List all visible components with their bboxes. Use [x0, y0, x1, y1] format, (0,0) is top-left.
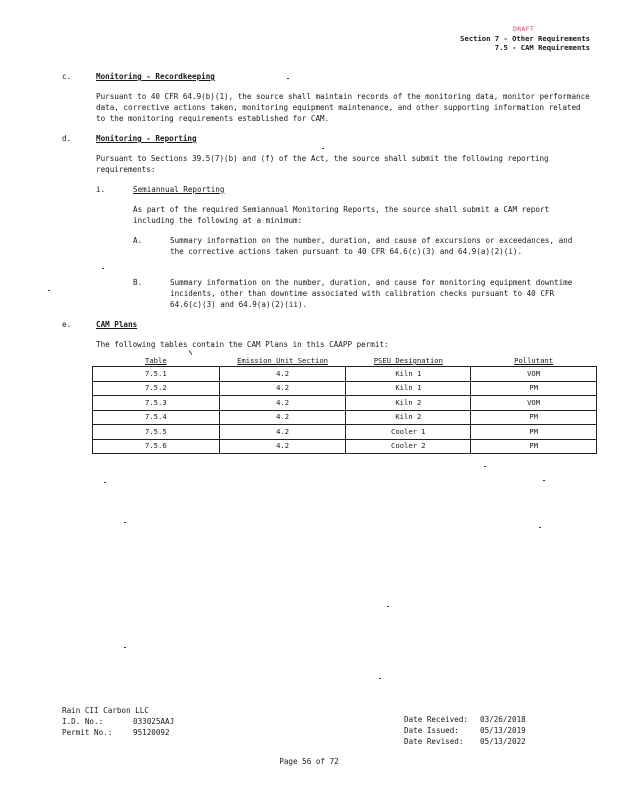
table-cell: 7.5.1 [93, 367, 220, 382]
cam-plans-intro: The following tables contain the CAM Plans in this CAAPP permit: [96, 340, 389, 349]
table-cell: 4.2 [219, 410, 346, 425]
table-cell: PM [471, 410, 597, 425]
table-header-row [93, 356, 597, 367]
scan-speck [322, 148, 324, 149]
table-cell: 7.5.3 [93, 396, 220, 411]
scan-speck [379, 678, 381, 679]
table-cell: Cooler 2 [346, 439, 471, 454]
item-d-letter: d. [62, 134, 72, 143]
scan-speck [539, 527, 541, 528]
table-cell: PM [471, 425, 597, 440]
semiannual-number: i. [96, 185, 106, 194]
table-row [93, 367, 597, 382]
scan-speck [104, 482, 106, 483]
table-row [93, 410, 597, 425]
scan-speck [543, 480, 545, 481]
column-header-pollutant: Pollutant [514, 356, 554, 365]
subitem-b-text: Summary information on the number, duration, and cause for monitoring equipment downtime incidents, other than downtime associated with calibration checks pursuant to 40 CFR 64.6(c)(3) and 64.9(a)(2)(ii). [170, 278, 573, 309]
table-cell: 4.2 [219, 381, 346, 396]
scan-speck [102, 268, 104, 269]
table-cell: Cooler 1 [346, 425, 471, 440]
footer-permit-value: 95120092 [133, 728, 170, 737]
table-cell: PM [471, 381, 597, 396]
footer-permit-label: Permit No.: [62, 728, 113, 737]
column-header-emission-unit: Emission Unit Section [237, 356, 328, 365]
table-cell: 4.2 [219, 439, 346, 454]
scan-mark [189, 350, 193, 355]
semiannual-heading: Semiannual Reporting [133, 185, 225, 194]
subsection-header: 7.5 - CAM Requirements [494, 43, 590, 52]
footer-received-value: 03/26/2018 [480, 715, 526, 724]
scan-speck [48, 290, 50, 291]
table-row [93, 425, 597, 440]
table-cell: VOM [471, 367, 597, 382]
item-d-body: Pursuant to Sections 39.5(7)(b) and (f) of the Act, the source shall submit the following reporting requirements: [96, 154, 549, 174]
scan-speck [287, 78, 289, 79]
footer-id-value: 033025AAJ [133, 717, 175, 726]
table-cell: 4.2 [219, 396, 346, 411]
footer-id-label: I.D. No.: [62, 717, 104, 726]
column-header-table: Table [145, 356, 167, 365]
column-header-pseu: PSEU Designation [373, 356, 443, 365]
table-cell: Kiln 1 [346, 381, 471, 396]
scan-speck [124, 647, 126, 648]
table-cell: VOM [471, 396, 597, 411]
item-d-heading: Monitoring - Reporting [96, 134, 197, 143]
page-number: Page 56 of 72 [279, 757, 339, 766]
table-cell: Kiln 2 [346, 396, 471, 411]
table-cell: Kiln 2 [346, 410, 471, 425]
footer-revised-label: Date Revised: [404, 737, 464, 746]
item-e-letter: e. [62, 320, 72, 329]
table-cell: 7.5.2 [93, 381, 220, 396]
footer-issued-label: Date Issued: [404, 726, 459, 735]
table-row [93, 439, 597, 454]
item-c-body: Pursuant to 40 CFR 64.9(b)(1), the source shall maintain records of the monitoring data, monitor performance data, corrective actions taken, monitoring equipment maintenance, and other supporting information related to the monitoring requirements established for CAM. [96, 92, 590, 123]
semiannual-body: As part of the required Semiannual Monitoring Reports, the source shall submit a CAM report including the following at a minimum: [133, 205, 550, 225]
scan-speck [124, 522, 126, 523]
table-cell: 7.5.6 [93, 439, 220, 454]
table-cell: 4.2 [219, 425, 346, 440]
item-c-heading: Monitoring - Recordkeeping [96, 72, 215, 81]
table-row [93, 396, 597, 411]
footer-company: Rain CII Carbon LLC [62, 706, 149, 715]
footer-issued-value: 05/13/2019 [480, 726, 526, 735]
item-c-letter: c. [62, 72, 72, 81]
footer-received-label: Date Received: [404, 715, 469, 724]
draft-stamp: DRAFT [513, 25, 535, 33]
item-e-heading: CAM Plans [96, 320, 138, 329]
subitem-b-letter: B. [133, 278, 143, 287]
table-cell: 4.2 [219, 367, 346, 382]
table-cell: Kiln 1 [346, 367, 471, 382]
table-row [93, 381, 597, 396]
footer-revised-value: 05/13/2022 [480, 737, 526, 746]
table-cell: PM [471, 439, 597, 454]
table-cell: 7.5.4 [93, 410, 220, 425]
subitem-a-text: Summary information on the number, duration, and cause of excursions or exceedances, and the corrective actions taken pursuant to 40 CFR 64.6(c)(3) and 64.9(a)(2)(i). [170, 236, 573, 256]
cam-plans-table [92, 356, 597, 454]
scan-speck [484, 466, 486, 467]
scan-speck [387, 606, 389, 607]
table-cell: 7.5.5 [93, 425, 220, 440]
subitem-a-letter: A. [133, 236, 143, 245]
section-header: Section 7 - Other Requirements [460, 34, 590, 43]
